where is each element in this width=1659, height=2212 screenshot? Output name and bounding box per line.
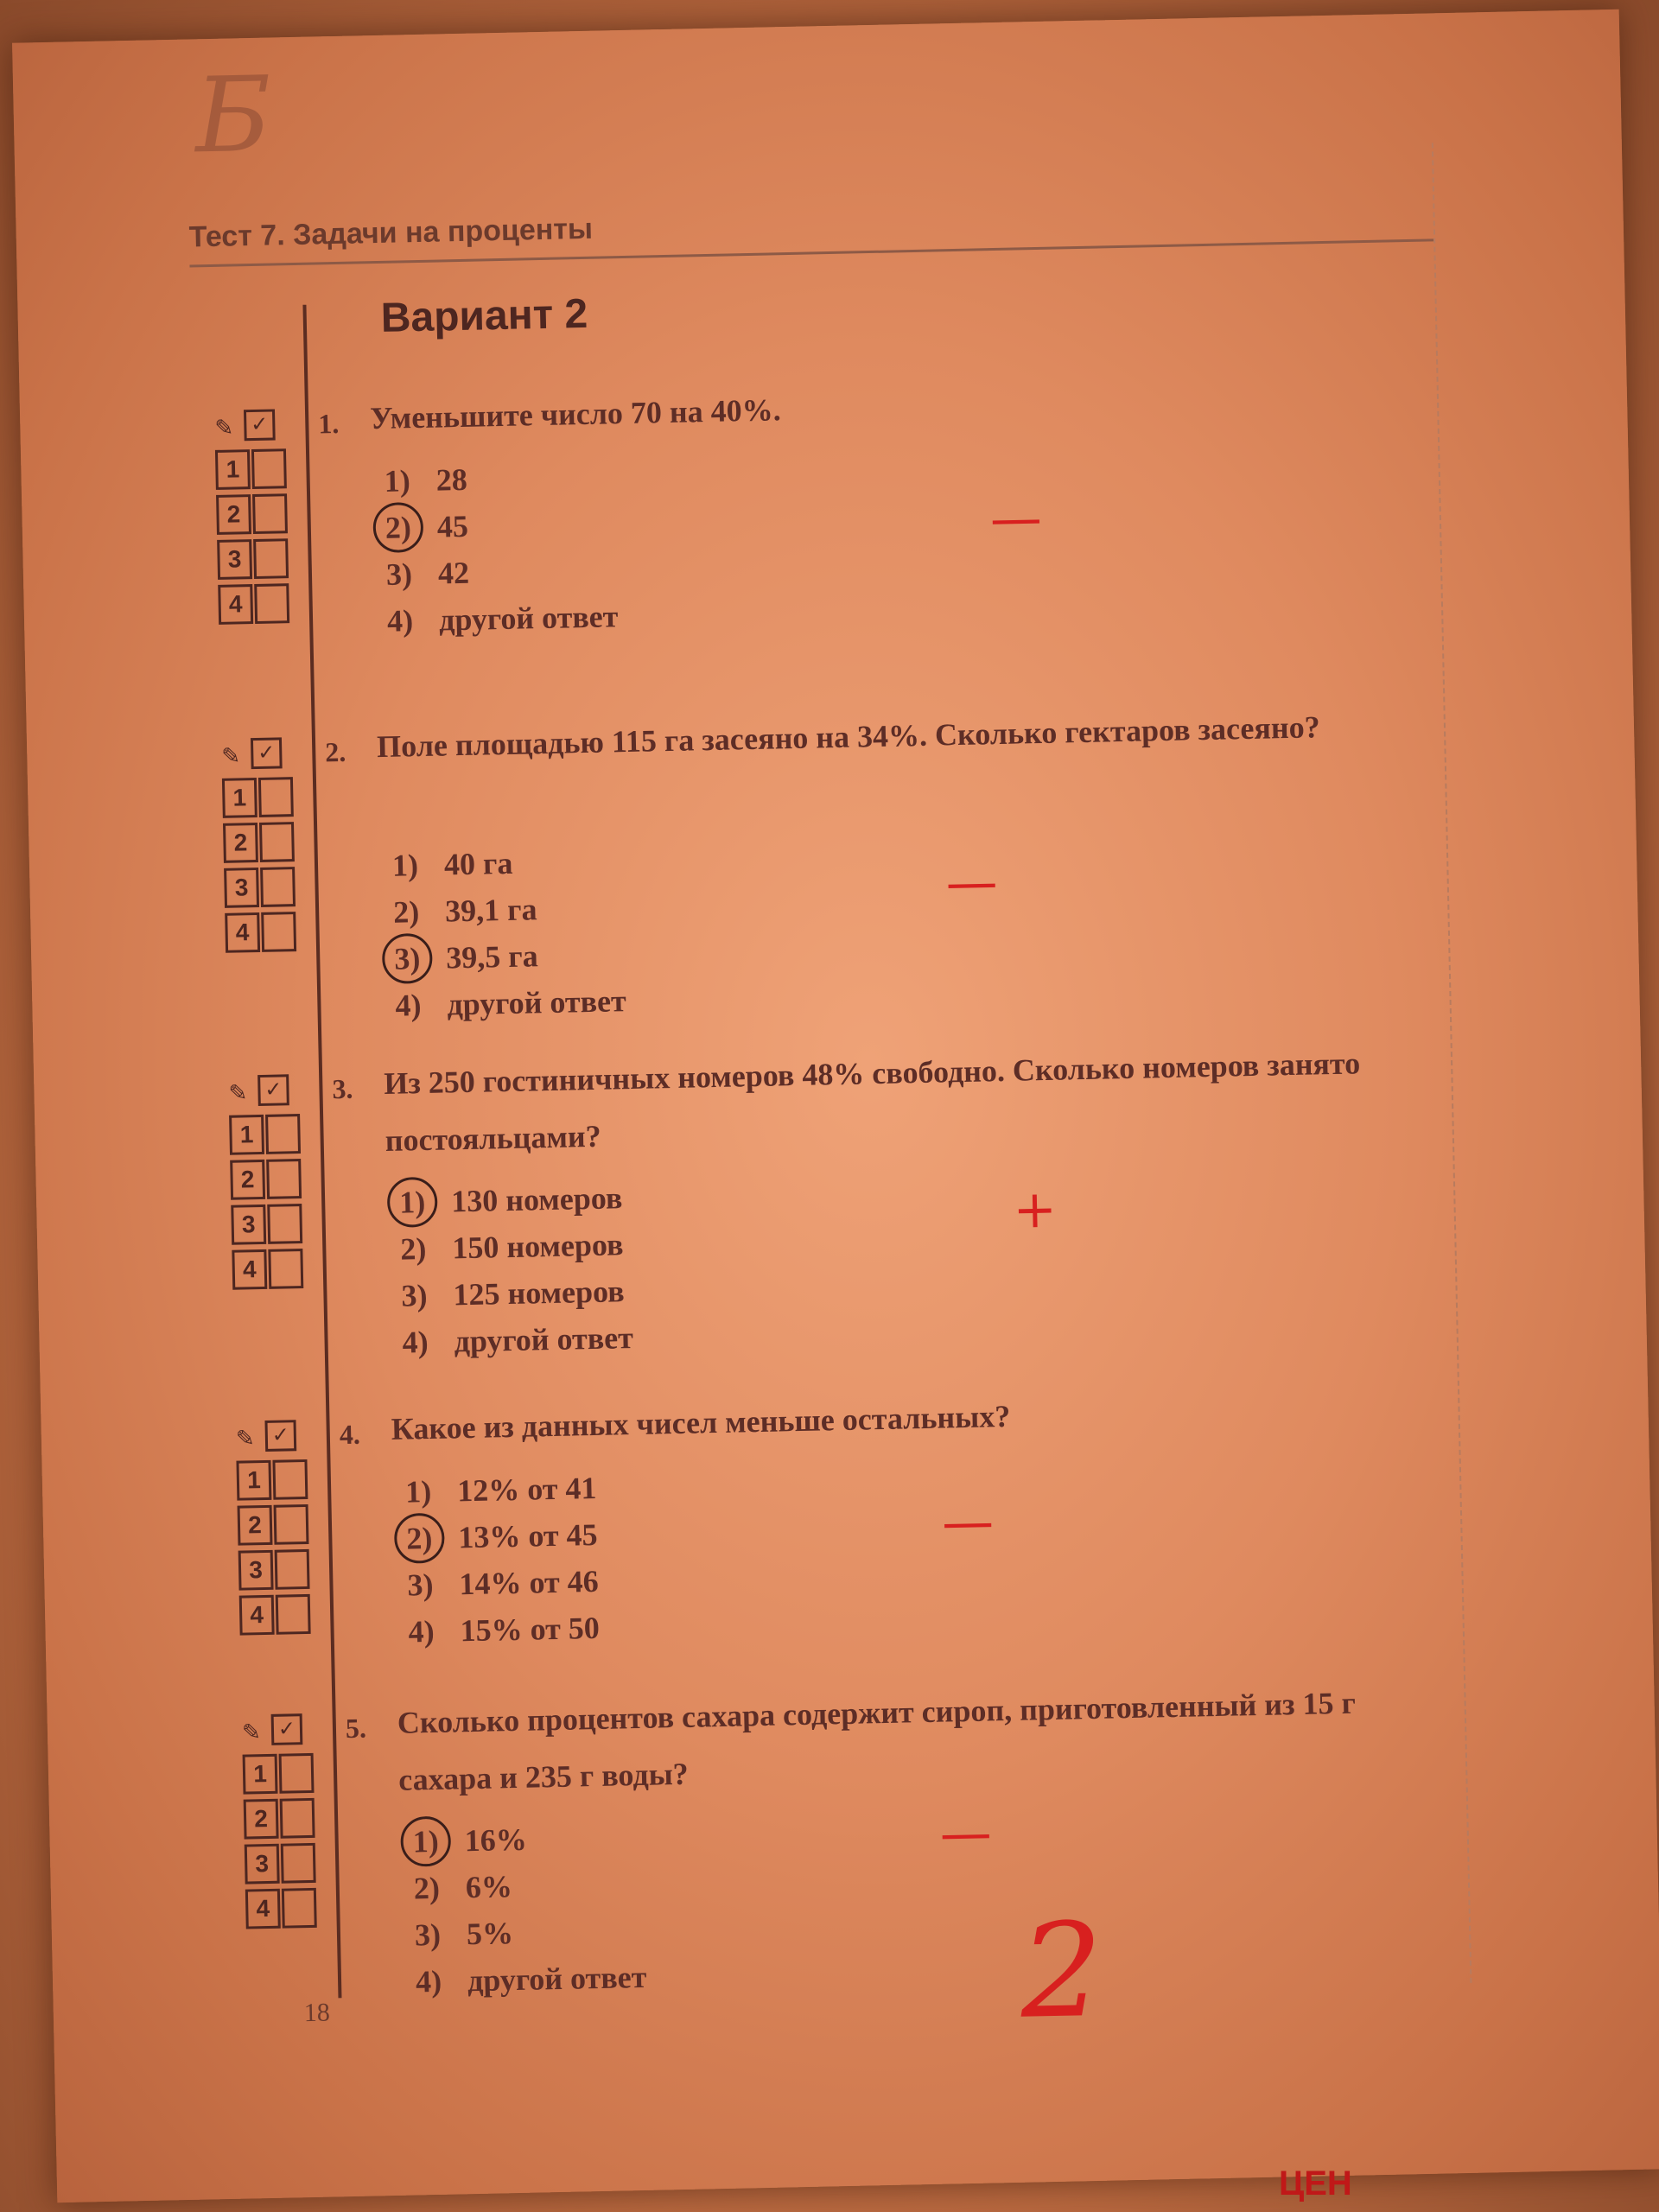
grid-row [236,1461,262,1506]
option-text: 130 номеров [450,1180,623,1219]
answer-option[interactable] [399,1179,623,1220]
answer-grid [214,410,269,630]
option-text: 28 [435,461,468,498]
question-text: Какое из данных чисел меньше остальных? [391,1398,1011,1446]
option-text: другой ответ [447,983,627,1022]
grid-answer-box[interactable] [275,1549,310,1590]
grid-answer-box[interactable] [279,1753,315,1794]
checkbox-icon: ✓ [271,1713,303,1745]
grid-number-box: 4 [232,1249,267,1290]
pencil-circle-mark [400,1816,451,1867]
answer-option[interactable] [415,1915,514,1953]
option-number: 3) [401,1278,428,1313]
answer-option[interactable] [416,1959,647,2000]
grid-row [223,823,248,868]
option-text: другой ответ [467,1959,647,1999]
answer-option[interactable] [405,1470,597,1510]
variant-title: Вариант 2 [380,290,588,341]
option-number: 1) [404,1473,432,1510]
answer-grid [241,1715,296,1935]
grid-number-box: 3 [217,539,252,580]
page-number: 18 [303,1998,331,2028]
grid-answer-box[interactable] [272,1459,308,1500]
grid-number-box: 3 [224,868,259,908]
pencil-circle-mark [387,1177,438,1228]
teacher-red-mark: — [941,1491,995,1554]
answer-option[interactable] [401,1273,625,1313]
question-number: 5. [345,1712,367,1745]
grid-row [239,1596,264,1641]
grid-row [230,1160,255,1205]
question-text: Сколько процентов сахара содержит сироп, приготовленный из 15 г сахара и 235 г воды? [397,1685,1357,1797]
answer-option[interactable] [407,1563,599,1604]
option-text: 13% от 45 [457,1516,598,1555]
grid-number-box: 1 [236,1460,271,1501]
checkbox-icon: ✓ [257,1074,289,1106]
teacher-red-mark: — [989,487,1043,550]
grid-number-box: 4 [245,1889,281,1929]
option-text: другой ответ [438,599,619,638]
grid-number-box: 3 [231,1205,266,1245]
grid-answer-box[interactable] [266,1159,302,1199]
grid-row [231,1205,256,1250]
answer-grid [235,1421,290,1641]
grid-row [225,913,250,958]
option-text: 39,1 га [444,892,537,929]
option-number: 2) [399,1231,427,1267]
answer-option[interactable] [395,982,626,1024]
grid-number-box: 2 [223,823,258,863]
option-text: 15% от 50 [460,1610,601,1649]
option-number: 2) [406,1519,459,1556]
worksheet-page [12,10,1659,2202]
option-number: 4) [402,1324,429,1360]
answer-option[interactable] [406,1516,598,1557]
option-text: 125 номеров [453,1274,625,1313]
grid-header [235,1421,290,1456]
answer-option[interactable] [387,598,619,639]
answer-option[interactable] [412,1821,527,1860]
checkbox-icon: ✓ [244,409,276,441]
grid-answer-box[interactable] [254,583,289,624]
test-header: Тест 7. Задачи на проценты [188,194,1433,267]
grid-number-box: 4 [218,584,253,625]
grid-answer-box[interactable] [268,1249,303,1289]
grid-answer-box[interactable] [261,912,296,952]
option-number: 4) [408,1613,435,1649]
grid-number-box: 2 [244,1799,279,1840]
grid-number-box: 1 [243,1754,278,1795]
option-text: 42 [437,555,470,591]
option-number: 3) [414,1916,442,1953]
grid-answer-box[interactable] [252,493,288,534]
answer-option[interactable] [384,461,467,499]
option-number: 3) [407,1567,434,1603]
option-number: 1) [412,1822,465,1859]
option-number: 4) [386,603,414,639]
option-text: 14% от 46 [459,1563,600,1602]
grid-row [243,1755,268,1800]
grid-number-box: 2 [230,1160,265,1200]
answer-option[interactable] [393,891,537,930]
grid-number-box: 2 [238,1505,273,1546]
option-text: 45 [436,508,469,544]
pencil-circle-mark [372,502,423,553]
option-number: 1) [384,463,411,499]
pencil-icon: ✎ [241,1719,262,1745]
grid-number-box: 2 [216,494,251,535]
handwritten-variant-letter: Б [194,54,273,177]
grid-number-box: 1 [215,449,251,490]
grid-answer-box[interactable] [259,822,295,862]
grid-row [244,1800,269,1845]
question-number: 1. [317,407,340,440]
answer-grid [221,739,276,958]
answer-option[interactable] [402,1319,633,1361]
pencil-circle-mark [394,1513,445,1564]
checkbox-icon: ✓ [251,737,283,769]
option-number: 4) [415,1963,442,1999]
grid-row [238,1551,264,1596]
grid-number-box: 1 [229,1115,264,1155]
grid-number-box: 3 [238,1550,274,1591]
option-text: 39,5 га [445,938,539,976]
option-text: 6% [465,1869,513,1905]
grid-answer-box[interactable] [253,538,289,579]
option-text: 16% [464,1821,528,1859]
grid-header [241,1715,296,1750]
question-number: 3. [332,1072,353,1105]
grid-answer-box[interactable] [281,1843,316,1884]
question-text: Из 250 гостиничных номеров 48% свободно. Сколько номеров занято постояльцами? [383,1046,1361,1158]
grid-answer-box[interactable] [260,867,296,907]
grid-row [229,1116,254,1160]
pencil-circle-mark [382,933,433,984]
option-number: 2) [385,509,437,546]
grid-header [214,410,269,445]
grid-answer-box[interactable] [276,1594,311,1635]
option-number: 1) [391,848,419,883]
option-number: 2) [413,1870,441,1906]
question-text: Поле площадью 115 га засеяно на 34%. Сколько гектаров засеяно? [376,709,1320,765]
grid-number-box: 4 [225,912,260,953]
option-text: 150 номеров [451,1227,624,1266]
answer-option[interactable] [385,508,468,546]
teacher-red-mark: — [944,852,999,914]
grid-answer-box[interactable] [282,1888,317,1929]
grid-answer-box[interactable] [251,448,287,489]
option-number: 2) [392,894,420,930]
grid-row [215,450,240,495]
grid-number-box: 3 [245,1844,280,1885]
grid-row [245,1890,270,1935]
option-text: другой ответ [454,1320,634,1359]
answer-option[interactable] [413,1868,512,1906]
answer-option[interactable] [392,845,513,884]
grid-row [216,495,241,540]
grid-header [228,1076,283,1110]
pencil-icon: ✎ [221,743,241,769]
teacher-red-mark: — [938,1802,993,1865]
answer-option[interactable] [386,555,470,593]
grid-answer-box[interactable] [274,1504,309,1545]
checkbox-icon: ✓ [264,1420,296,1452]
option-text: 12% от 41 [456,1470,597,1509]
option-number: 1) [399,1183,452,1220]
answer-option[interactable] [400,1226,624,1267]
grid-answer-box[interactable] [265,1114,301,1154]
grid-row [224,868,249,913]
option-text: 5% [466,1916,514,1952]
grid-row [218,585,243,630]
grid-answer-box[interactable] [267,1204,302,1244]
pencil-icon: ✎ [235,1426,256,1452]
option-text: 40 га [443,845,513,882]
question-text: Уменьшите число 70 на 40%. [369,392,782,436]
grid-answer-box[interactable] [280,1798,315,1839]
handwritten-grade: 2 [1019,1895,1105,2048]
grid-answer-box[interactable] [258,777,294,817]
answer-option[interactable] [408,1610,600,1650]
grid-row [222,779,247,823]
question-number: 2. [324,735,346,768]
grid-header [221,739,276,773]
question-number: 4. [339,1418,361,1451]
pencil-icon: ✎ [228,1080,248,1106]
teacher-red-mark: + [1012,1179,1058,1241]
grid-number-box: 1 [222,778,257,818]
grid-number-box: 4 [239,1595,275,1636]
option-number: 3) [385,556,413,592]
corner-stamp: ЦЕН [1279,2164,1352,2202]
pencil-icon: ✎ [214,415,234,441]
option-number: 3) [394,939,447,976]
option-number: 4) [395,988,422,1023]
answer-grid [228,1076,283,1295]
margin-rule [302,305,341,1999]
grid-row [217,540,242,585]
answer-option[interactable] [394,938,538,976]
